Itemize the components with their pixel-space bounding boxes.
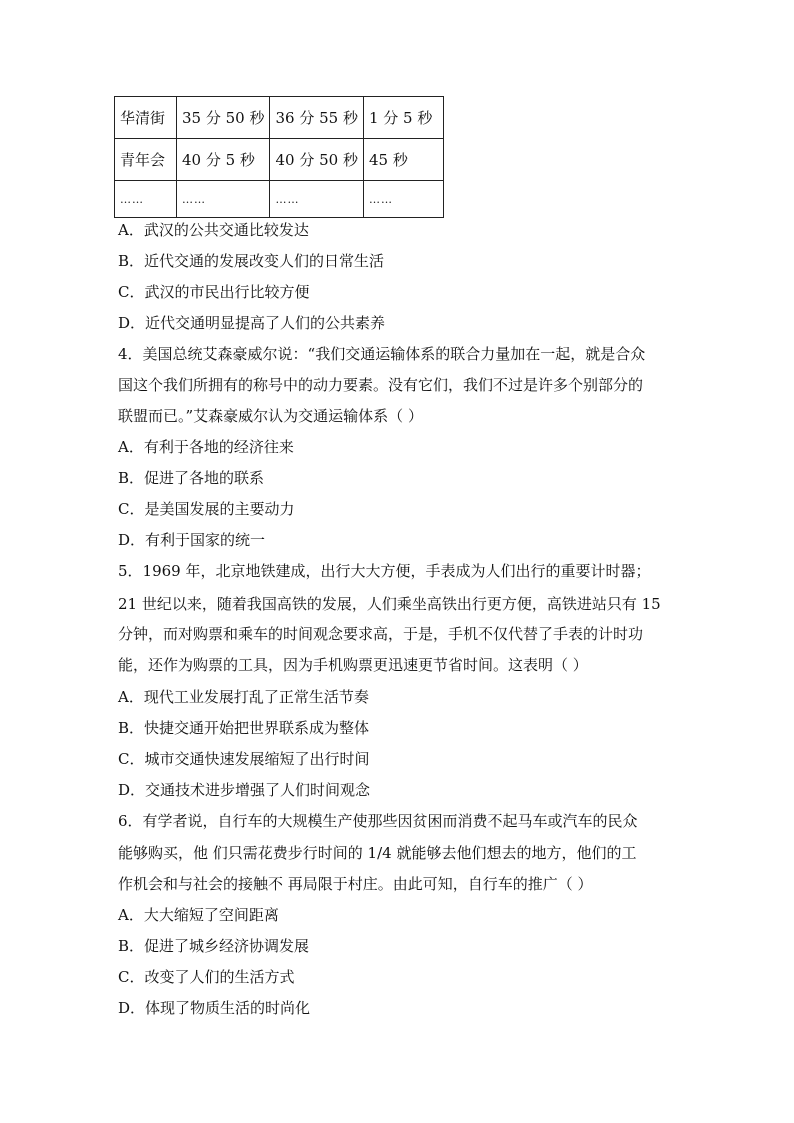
q3-option-b: B．近代交通的发展改变人们的日常生活 — [118, 252, 385, 270]
table-cell: 35 分 50 秒 — [177, 97, 270, 139]
q4-option-d: D．有利于国家的统一 — [118, 531, 266, 549]
table-cell: …… — [177, 181, 270, 218]
table-row — [115, 97, 444, 139]
q5-option-b: B．快捷交通开始把世界联系成为整体 — [118, 719, 370, 737]
q4-option-a: A．有利于各地的经济往来 — [118, 438, 294, 456]
q3-option-d: D．近代交通明显提高了人们的公共素养 — [118, 314, 386, 332]
q6-option-b: B．促进了城乡经济协调发展 — [118, 937, 310, 955]
table-cell: 华清街 — [115, 97, 177, 139]
table-row — [115, 139, 444, 181]
table-cell: 40 分 50 秒 — [270, 139, 363, 181]
q5-stem-line: 21 世纪以来，随着我国高铁的发展，人们乘坐高铁出行更方便，高铁进站只有 15 — [118, 595, 661, 613]
q5-option-c: C．城市交通快速发展缩短了出行时间 — [118, 750, 370, 768]
table-cell: 45 秒 — [363, 139, 443, 181]
q5-stem-line: 5．1969 年，北京地铁建成，出行大大方便，手表成为人们出行的重要计时器； — [118, 562, 651, 580]
q5-option-a: A．现代工业发展打乱了正常生活节奏 — [118, 688, 369, 706]
table-cell: …… — [363, 181, 443, 218]
table-cell: …… — [270, 181, 363, 218]
table-cell: 40 分 5 秒 — [177, 139, 270, 181]
q4-option-b: B．促进了各地的联系 — [118, 469, 265, 487]
q6-stem-line: 作机会和与社会的接触不 再局限于村庄。由此可知，自行车的推广（ ） — [118, 875, 593, 893]
q5-stem-line: 分钟，而对购票和乘车的时间观念要求高，于是，手机不仅代替了手表的计时功 — [118, 625, 644, 643]
table-row — [115, 181, 444, 218]
table-cell: …… — [115, 181, 177, 218]
q6-option-a: A．大大缩短了空间距离 — [118, 906, 279, 924]
q6-stem-line: 6．有学者说，自行车的大规模生产使那些因贫困而消费不起马车或汽车的民众 — [118, 812, 638, 830]
timetable — [114, 96, 444, 218]
q4-option-c: C．是美国发展的主要动力 — [118, 500, 295, 518]
q5-stem-line: 能，还作为购票的工具，因为手机购票更迅速更节省时间。这表明（ ） — [118, 656, 588, 674]
table-cell: 1 分 5 秒 — [363, 97, 443, 139]
q6-option-d: D．体现了物质生活的时尚化 — [118, 999, 311, 1017]
q4-stem-line: 联盟而已。”艾森豪威尔认为交通运输体系（ ） — [118, 407, 423, 425]
q5-option-d: D．交通技术进步增强了人们时间观念 — [118, 781, 371, 799]
table-cell: 36 分 55 秒 — [270, 97, 363, 139]
table-cell: 青年会 — [115, 139, 177, 181]
q4-stem-line: 4．美国总统艾森豪威尔说：“我们交通运输体系的联合力量加在一起，就是合众 — [118, 345, 646, 363]
q3-option-a: A．武汉的公共交通比较发达 — [118, 221, 309, 239]
q6-stem-line: 能够购买，他 们只需花费步行时间的 1/4 就能够去他们想去的地方，他们的工 — [118, 844, 637, 862]
q3-option-c: C．武汉的市民出行比较方便 — [118, 283, 310, 301]
q6-option-c: C．改变了人们的生活方式 — [118, 968, 295, 986]
q4-stem-line: 国这个我们所拥有的称号中的动力要素。没有它们，我们不过是许多个别部分的 — [118, 376, 644, 394]
